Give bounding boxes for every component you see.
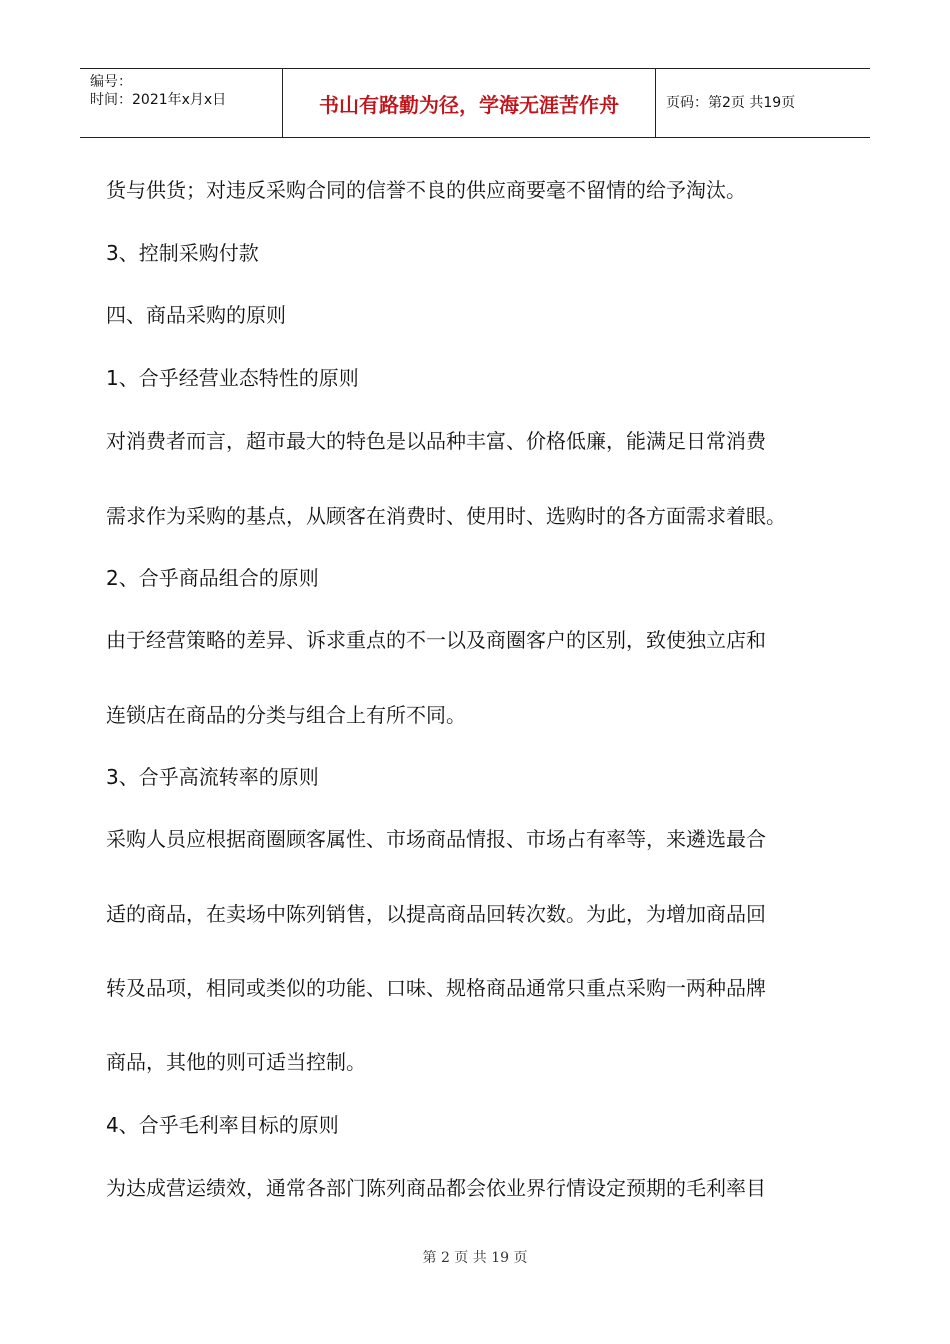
- document-header: [80, 68, 870, 138]
- page-footer: 第 2 页 共 19 页: [422, 1250, 528, 1266]
- section-heading: 3、控制采购付款: [106, 241, 259, 265]
- section-heading: 1、合乎经营业态特性的原则: [106, 366, 359, 390]
- section-heading: 4、合乎毛利率目标的原则: [106, 1113, 339, 1137]
- body-line: 商品，其他的则可适当控制。: [106, 1050, 366, 1074]
- body-line: 连锁店在商品的分类与组合上有所不同。: [106, 703, 466, 727]
- section-heading: 2、合乎商品组合的原则: [106, 566, 319, 590]
- document-date-label: 时间：2021年x月x日: [90, 92, 227, 108]
- body-line: 需求作为采购的基点，从顾客在消费时、使用时、选购时的各方面需求着眼。: [106, 504, 786, 528]
- section-heading: 四、商品采购的原则: [106, 303, 286, 327]
- body-line: 适的商品，在卖场中陈列销售，以提高商品回转次数。为此，为增加商品回: [106, 902, 766, 926]
- header-motto-cell: [283, 69, 656, 137]
- document-number-label: 编号：: [90, 74, 132, 90]
- section-heading: 3、合乎高流转率的原则: [106, 765, 319, 789]
- body-line: 由于经营策略的差异、诉求重点的不一以及商圈客户的区别，致使独立店和: [106, 628, 766, 652]
- header-page-cell: [656, 69, 870, 137]
- body-line: 转及品项，相同或类似的功能、口味、规格商品通常只重点采购一两种品牌: [106, 976, 766, 1000]
- header-page-info: 页码：第2页 共19页: [666, 95, 796, 111]
- header-meta-cell: [80, 69, 283, 137]
- body-line: 采购人员应根据商圈顾客属性、市场商品情报、市场占有率等，来遴选最合: [106, 827, 766, 851]
- header-motto: 书山有路勤为径，学海无涯苦作舟: [319, 93, 619, 117]
- body-line: 对消费者而言，超市最大的特色是以品种丰富、价格低廉，能满足日常消费: [106, 429, 766, 453]
- body-line: 货与供货；对违反采购合同的信誉不良的供应商要毫不留情的给予淘汰。: [106, 178, 746, 202]
- body-line: 为达成营运绩效，通常各部门陈列商品都会依业界行情设定预期的毛利率目: [106, 1176, 766, 1200]
